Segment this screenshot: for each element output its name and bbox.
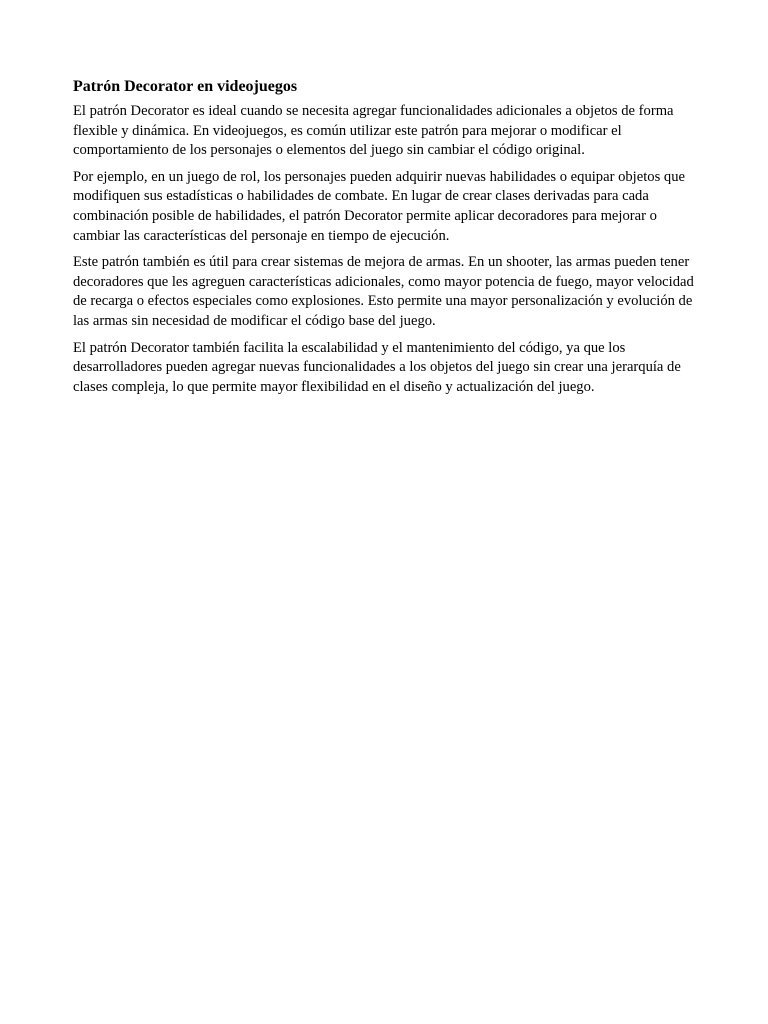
paragraph-2: Por ejemplo, en un juego de rol, los personajes pueden adquirir nuevas habilidades o equipar objetos que modifiquen sus estadísticas o habilidades de combate. En lugar de crear clases derivadas para cada combinación posible de habilidades, el patrón Decorator permite aplicar decoradores para mejorar o cambiar las características del personaje en tiempo de ejecución. xyxy=(73,168,685,244)
paragraph-1: El patrón Decorator es ideal cuando se necesita agregar funcionalidades adicionales a objetos de forma flexible y dinámica. En videojuegos, es común utilizar este patrón para mejorar o modificar el comportamiento de los personajes o elementos del juego sin cambiar el código original. xyxy=(73,103,674,159)
document-body xyxy=(73,76,698,404)
document-title: Patrón Decorator en videojuegos xyxy=(73,78,298,95)
paragraph-3: Este patrón también es útil para crear sistemas de mejora de armas. En un shooter, las armas pueden tener decoradores que les agreguen características adicionales, como mayor potencia de fuego, mayor velocidad de recarga o efectos especiales como explosiones. Esto permite una mayor personalización y evolución de las armas sin necesidad de modificar el código base del juego. xyxy=(73,254,694,329)
paragraph-4: El patrón Decorator también facilita la escalabilidad y el mantenimiento del código, ya que los desarrolladores pueden agregar nuevas funcionalidades a los objetos del juego sin crear una jerarquía de clases compleja, lo que permite mayor flexibilidad en el diseño y actualización del juego. xyxy=(73,339,681,395)
